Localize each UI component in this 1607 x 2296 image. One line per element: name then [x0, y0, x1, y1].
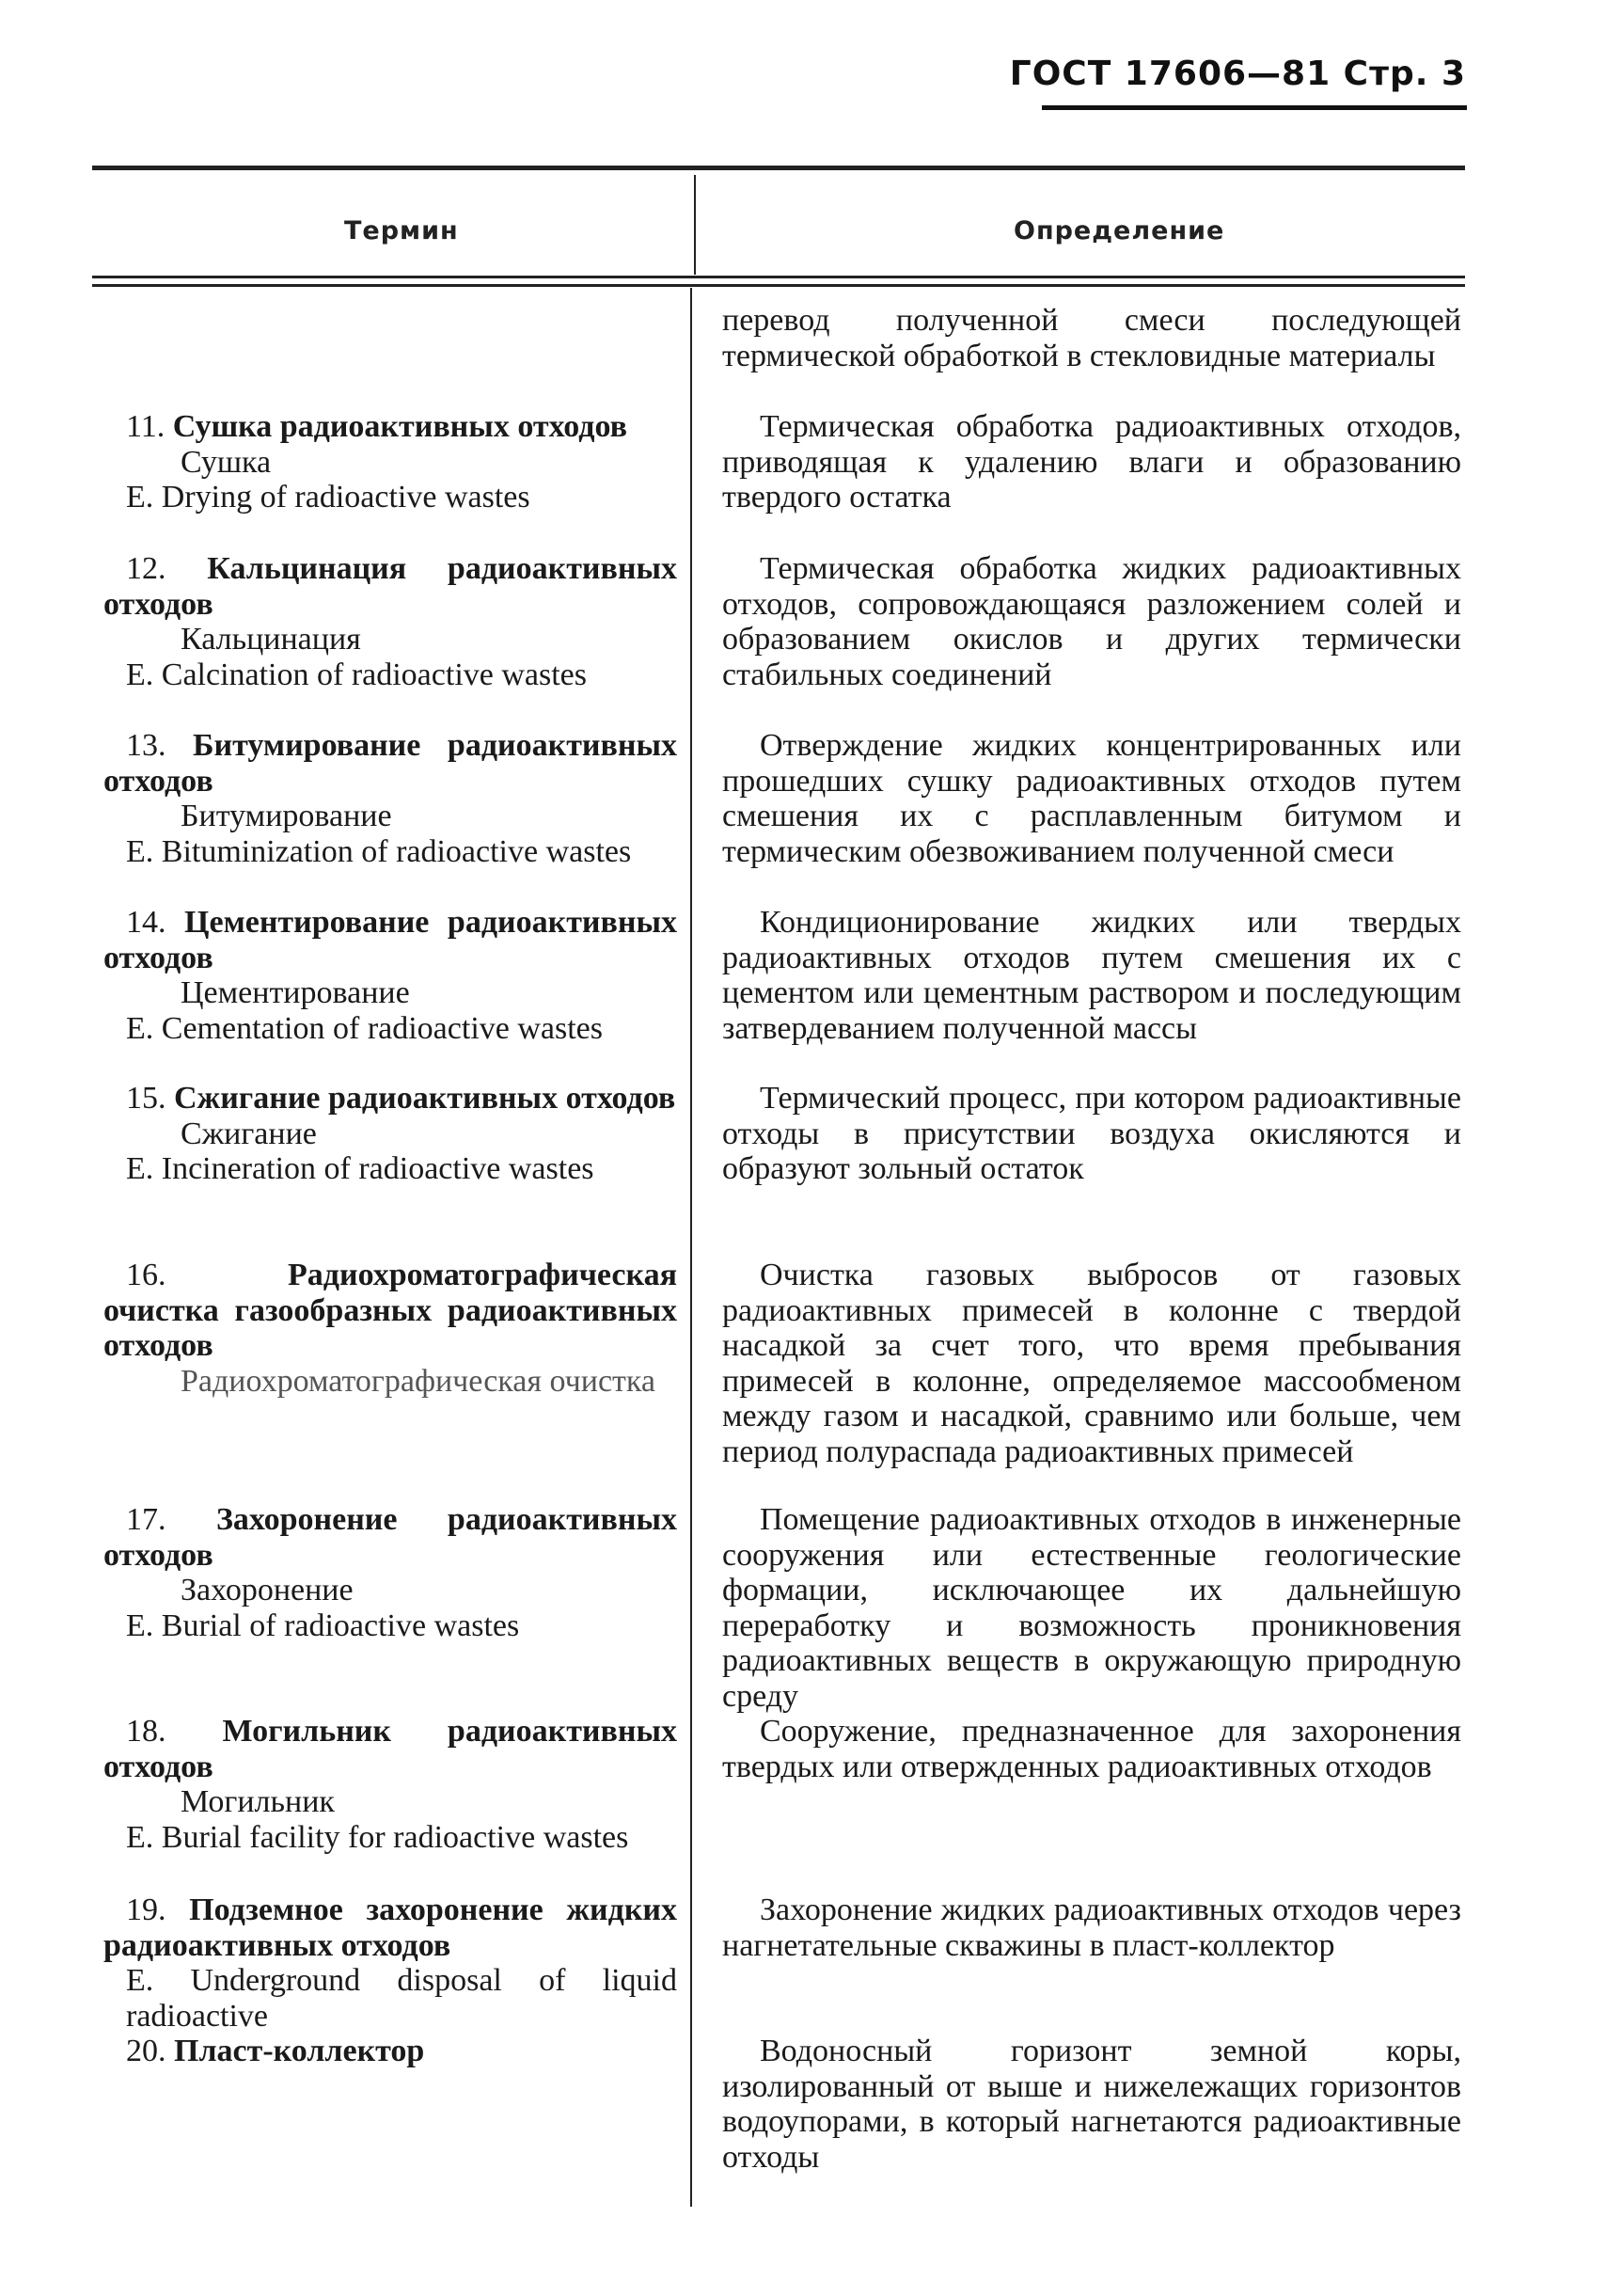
term-short: Захоронение: [181, 1573, 354, 1608]
term-text: Пласт-коллектор: [174, 2034, 425, 2068]
term-short: Сжигание: [181, 1116, 317, 1151]
column-header-term: Термин: [344, 216, 459, 245]
table-header-divider: [694, 175, 696, 275]
definition-14: Кондиционирование жидких или твердых радиоактивных отходов путем смешения их с цементом или цементным раствором и последующим затвердеванием полученной массы: [722, 905, 1461, 1046]
table-header-rule-1: [92, 276, 1465, 278]
term-entry-19: [103, 1892, 677, 2034]
table-column-divider: [690, 288, 692, 2207]
definition-17: Помещение радиоактивных отходов в инженерные сооружения или естественные геологические формации, исключающее их дальнейшую переработку и возможность проникновения радиоактивных веществ в окружающую природную среду: [722, 1502, 1461, 1714]
term-text: Сжигание радиоактивных отходов: [174, 1081, 676, 1116]
term-entry-14: [103, 905, 677, 1046]
term-english: E. Calcination of radioactive wastes: [126, 657, 587, 692]
term-text: Цементирование радиоактивных отходов: [103, 905, 677, 975]
table-top-rule: [92, 166, 1465, 170]
term-text: Кальцинация радиоактивных отходов: [103, 551, 678, 622]
term-heading: 16. Радиохроматографическая очистка газообразных радиоактивных отходов: [103, 1258, 677, 1364]
term-text: Захоронение радиоактивных отходов: [103, 1502, 677, 1573]
definition-continuation: перевод полученной смеси последующей термической обработкой в стекловидные материалы: [722, 303, 1461, 373]
term-heading: 15. Сжигание радиоактивных отходов: [126, 1081, 676, 1116]
term-english: E. Underground disposal of liquid radioactive: [126, 1963, 677, 2034]
definition-15: Термический процесс, при котором радиоактивные отходы в присутствии воздуха окисляются и образуют зольный остаток: [722, 1081, 1461, 1187]
term-text: Радиохроматографическая очистка газообразных радиоактивных отходов: [103, 1258, 677, 1364]
term-english: E. Burial facility for radioactive wastes: [126, 1819, 629, 1855]
term-heading: 17. Захоронение радиоактивных отходов: [103, 1502, 677, 1573]
term-heading: 20. Пласт-коллектор: [126, 2034, 425, 2068]
term-entry-13: [103, 728, 677, 869]
term-entry-18: [103, 1714, 677, 1855]
term-short: Сушка: [181, 444, 272, 480]
term-entry-12: [103, 551, 677, 692]
definition-18: Сооружение, предназначенное для захоронения твердых или отвержденных радиоактивных отходов: [722, 1714, 1461, 1784]
term-english: E. Incineration of radioactive wastes: [126, 1151, 594, 1187]
definition-11: Термическая обработка радиоактивных отходов, приводящая к удалению влаги и образованию твердого остатка: [722, 409, 1461, 515]
table-header-rule-2: [92, 284, 1465, 287]
term-heading: 14. Цементирование радиоактивных отходов: [103, 905, 677, 975]
term-short: Могильник: [181, 1784, 335, 1820]
term-heading: 12. Кальцинация радиоактивных отходов: [103, 551, 678, 622]
term-short: Битумирование: [181, 799, 392, 834]
term-heading: 19. Подземное захоронение жидких радиоактивных отходов: [103, 1892, 677, 1963]
term-entry-16: [103, 1258, 677, 1399]
term-entry-17: [103, 1502, 677, 1643]
term-short: Кальцинация: [181, 622, 361, 657]
page-header: ГОСТ 17606—81 Стр. 3: [1009, 55, 1466, 93]
definition-20: Водоносный горизонт земной коры, изолированный от выше и нижележащих горизонтов водоупорами, в который нагнетаются радиоактивные отходы: [722, 2034, 1461, 2175]
definition-12: Термическая обработка жидких радиоактивных отходов, сопровождающаяся разложением солей и образованием окислов и других термически стабильных соединений: [722, 551, 1461, 692]
term-text: Битумирование радиоактивных отходов: [103, 728, 677, 799]
definition-16: Очистка газовых выбросов от газовых радиоактивных примесей в колонне с твердой насадкой за счет того, что время пребывания примесей в колонне, определяемое массообменом между газом и насадкой, сравнимо или больше, чем период полураспада радиоактивных примесей: [722, 1258, 1461, 1469]
term-text: Сушка радиоактивных отходов: [172, 409, 628, 444]
term-entry-20: [103, 2034, 677, 2069]
term-english: E. Bituminization of radioactive wastes: [126, 833, 632, 869]
column-header-definition: Определение: [1014, 216, 1225, 245]
definition-13: Отверждение жидких концентрированных или прошедших сушку радиоактивных отходов путем смешения их с расплавленным битумом и термическим обезвоживанием полученной смеси: [722, 728, 1461, 869]
header-rule: [1042, 105, 1467, 110]
term-english: E. Burial of radioactive wastes: [126, 1607, 520, 1643]
term-entry-15: [103, 1081, 677, 1187]
term-heading: 13. Битумирование радиоактивных отходов: [103, 728, 677, 799]
term-text: Подземное захоронение жидких радиоактивных отходов: [103, 1892, 677, 1963]
term-heading: 18. Могильник радиоактивных отходов: [103, 1714, 678, 1784]
definition-19: Захоронение жидких радиоактивных отходов через нагнетательные скважины в пласт-коллектор: [722, 1892, 1461, 1963]
term-entry-11: [103, 409, 677, 515]
term-english: E. Cementation of radioactive wastes: [126, 1010, 603, 1046]
term-text: Могильник радиоактивных отходов: [103, 1714, 678, 1784]
term-short: Цементирование: [181, 975, 410, 1011]
term-short: Радиохроматографическая очистка: [181, 1363, 655, 1399]
term-english: E. Drying of radioactive wastes: [126, 480, 530, 515]
term-heading: 11. Сушка радиоактивных отходов: [126, 409, 628, 444]
